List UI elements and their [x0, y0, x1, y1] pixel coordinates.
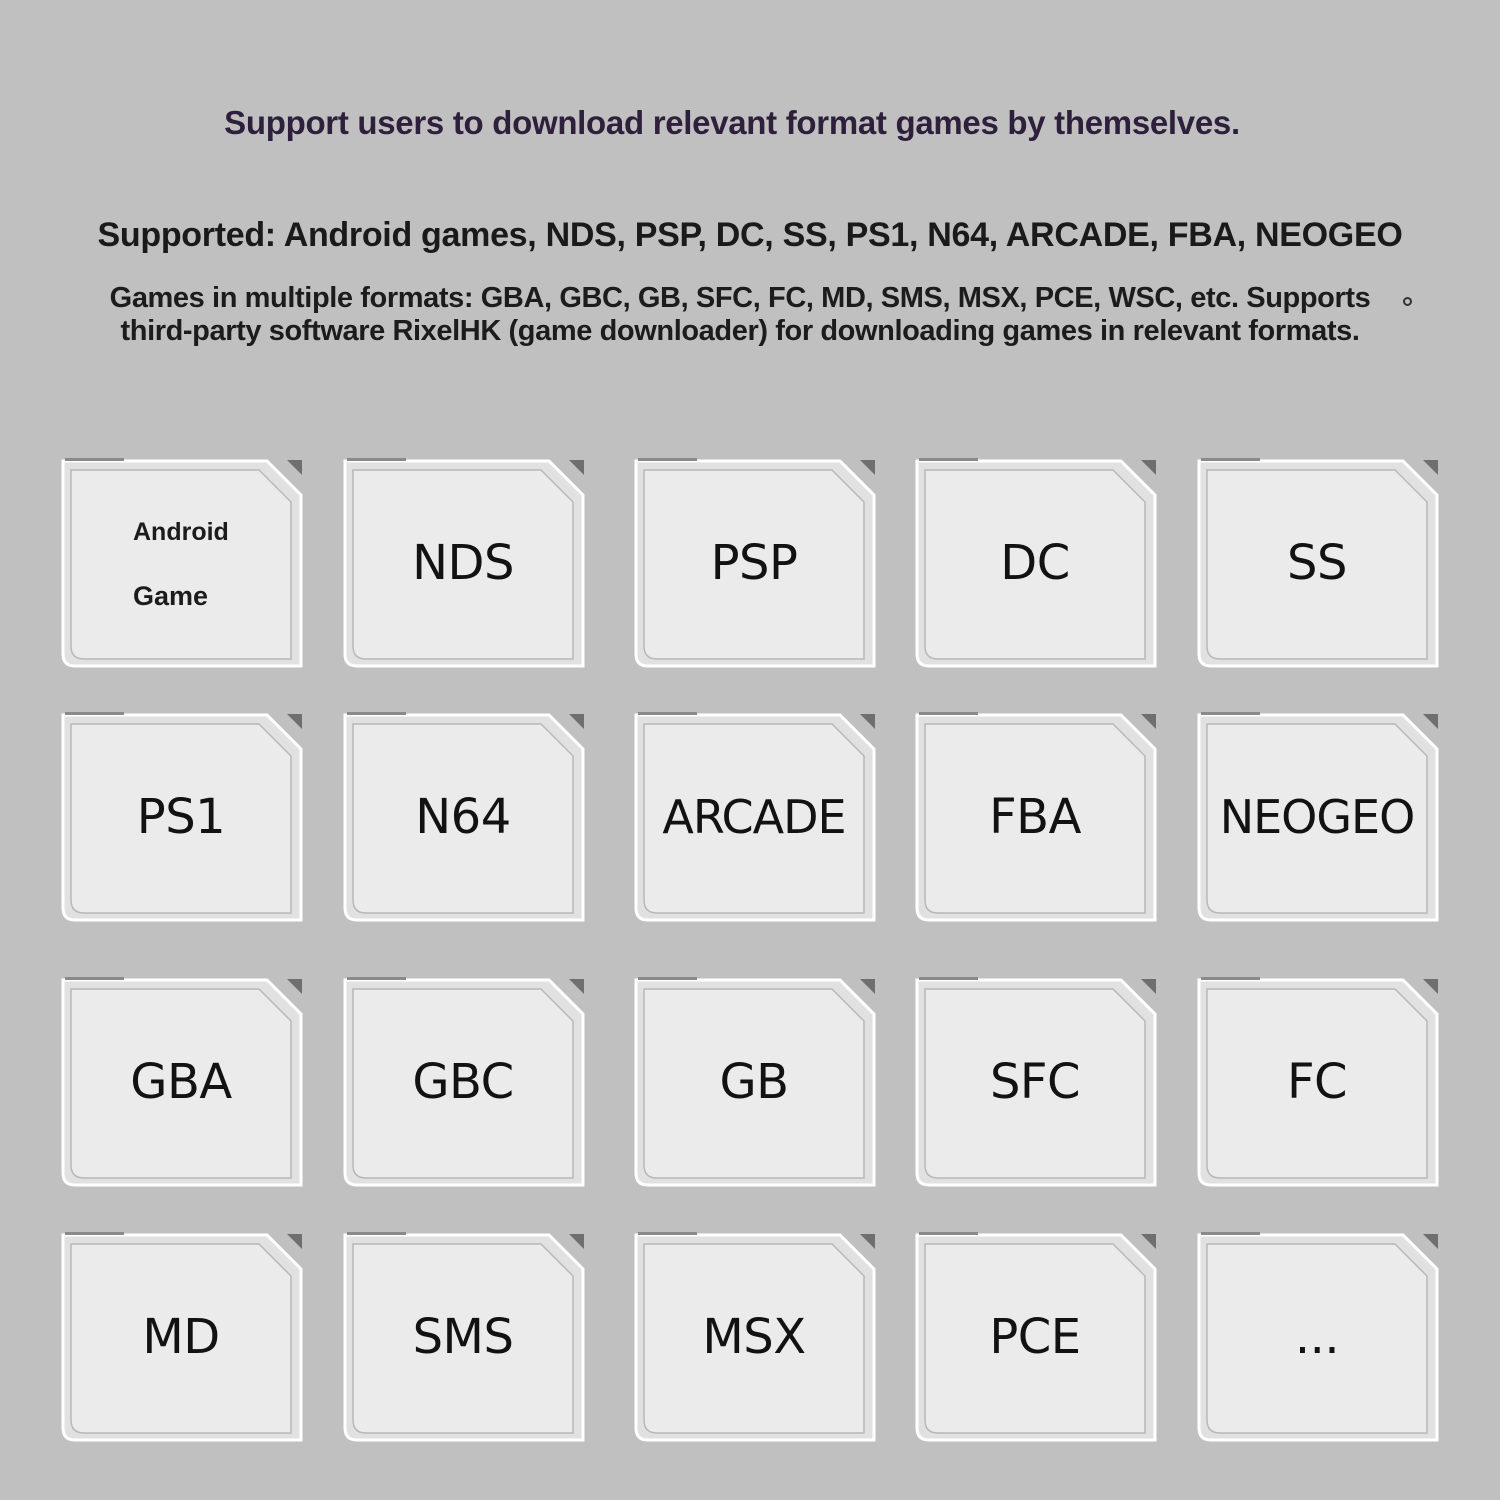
platform-label: MSX [702, 1309, 806, 1365]
platform-tile-sfc [916, 977, 1156, 1187]
platform-label: GBA [130, 1054, 232, 1110]
platform-tile-more [1198, 1232, 1438, 1442]
platform-label: NEOGEO [1219, 790, 1415, 844]
platform-label: PCE [989, 1309, 1081, 1365]
circle-bullet-icon [1403, 297, 1412, 306]
platform-tile-ss [1198, 458, 1438, 668]
platform-label: ... [1294, 1309, 1340, 1365]
platform-tile-psp [635, 458, 875, 668]
platform-label: NDS [412, 535, 514, 591]
platform-label: DC [1000, 535, 1070, 591]
page-tagline: Support users to download relevant format games by themselves. [224, 104, 1240, 141]
platform-label: PS1 [136, 789, 226, 845]
platform-tile-md [62, 1232, 302, 1442]
platform-label: GBC [412, 1054, 514, 1110]
platform-tile-gb [635, 977, 875, 1187]
platform-tile-dc [916, 458, 1156, 668]
platform-tile-nds [344, 458, 584, 668]
platform-label: PSP [710, 535, 798, 591]
platform-tile-pce [916, 1232, 1156, 1442]
platform-label-line-2: Game [133, 581, 209, 611]
supported-platforms-text: Supported: Android games, NDS, PSP, DC, SS, PS1, N64, ARCADE, FBA, NEOGEO [97, 216, 1403, 254]
platform-tile-arcade [635, 712, 875, 922]
platform-tile-sms [344, 1232, 584, 1442]
multi-format-text-line-1: Games in multiple formats: GBA, GBC, GB, SFC, FC, MD, SMS, MSX, PCE, WSC, etc. Supports [109, 282, 1371, 314]
platform-label [70, 466, 292, 660]
platform-label: FC [1286, 1054, 1348, 1110]
platform-tile-n64 [344, 712, 584, 922]
platform-tile-msx [635, 1232, 875, 1442]
platform-label: N64 [415, 789, 511, 845]
platform-label: GB [719, 1054, 789, 1110]
platform-label: SFC [989, 1054, 1081, 1110]
platform-tile-neogeo [1198, 712, 1438, 922]
platform-label: SS [1287, 535, 1347, 591]
platform-tile-ps1 [62, 712, 302, 922]
platform-label: FBA [989, 789, 1081, 845]
platform-tile-gba [62, 977, 302, 1187]
platform-tile-gbc [344, 977, 584, 1187]
platform-label: ARCADE [662, 790, 846, 844]
platform-label-line-1: Android [133, 518, 229, 546]
platform-tile-fba [916, 712, 1156, 922]
platform-tile-fc [1198, 977, 1438, 1187]
platform-label: MD [142, 1309, 220, 1365]
multi-format-text-line-2: third-party software RixelHK (game downloader) for downloading games in relevant formats. [120, 315, 1360, 347]
platform-label: SMS [412, 1309, 514, 1365]
platform-tile-android-game [62, 458, 302, 668]
